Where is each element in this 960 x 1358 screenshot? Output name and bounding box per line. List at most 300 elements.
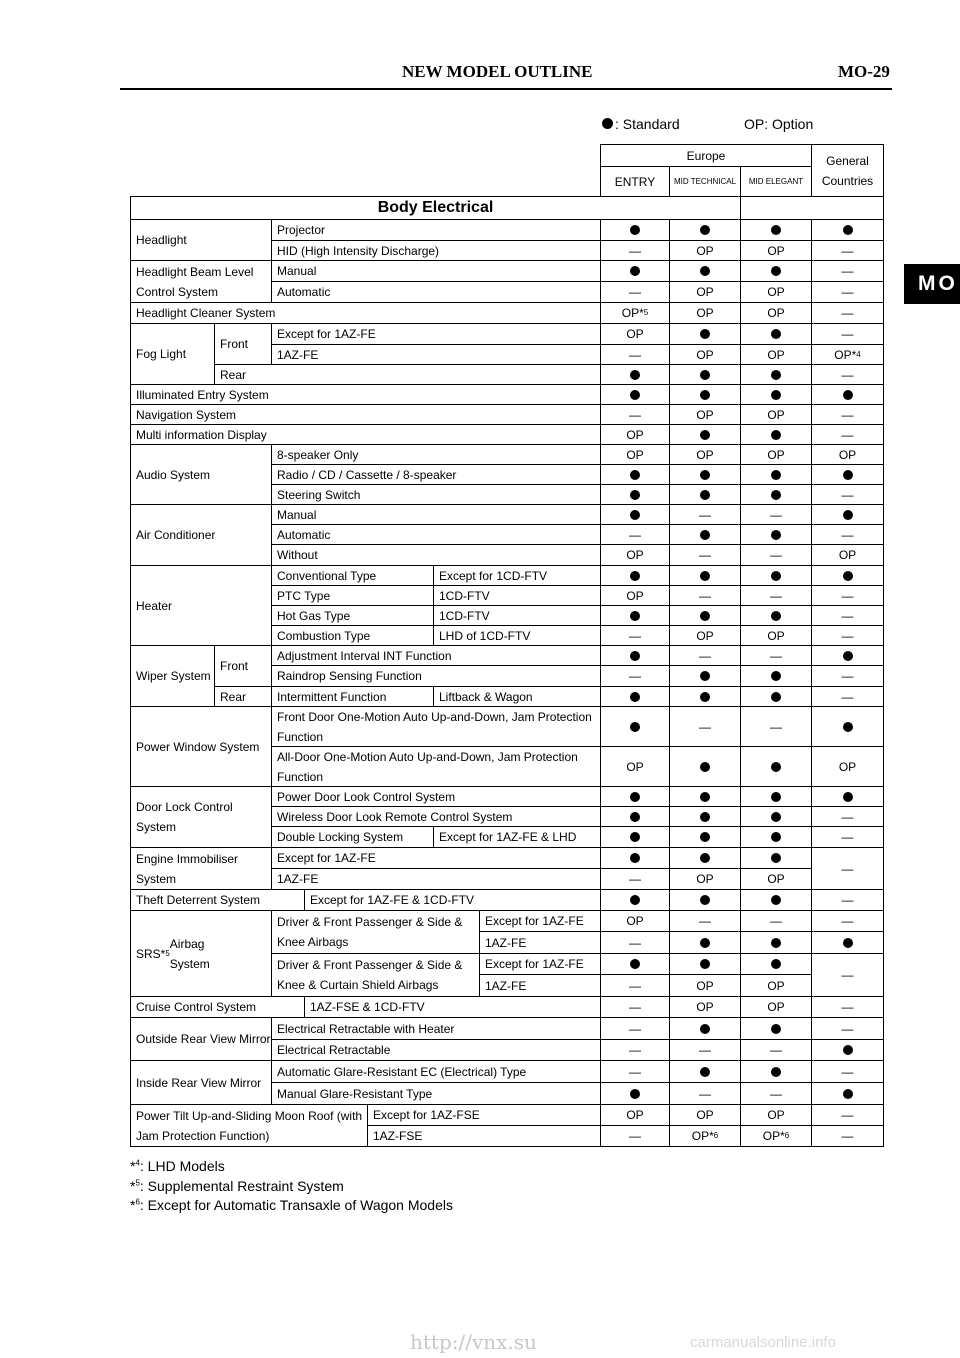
ac-without-col4: OP [811,544,884,566]
standard-dot-icon [700,370,710,380]
col-header-mid-elegant: MID ELEGANT [740,166,812,197]
immob-1azfe-col2: OP [669,868,741,890]
col-header-entry: ENTRY [600,166,670,197]
row-immobiliser: Engine Immobiliser System [130,847,272,890]
moon-azfse-col4: — [811,1125,884,1147]
sub-fog-rear: Rear [214,364,601,385]
fog-front-1azfe-col2: OP [669,344,741,365]
fog-front-except-col4: — [811,323,884,345]
standard-dot-icon [630,832,640,842]
standard-dot-icon [700,611,710,621]
standard-dot-icon [771,571,781,581]
standard-dot-icon [771,762,781,772]
sub-moon-except: Except for 1AZ-FSE [367,1104,601,1126]
headlight-cleaner-col1: OP* 5 [600,302,670,324]
pw-front-col2: — [669,706,741,747]
sub-moon-azfse: 1AZ-FSE [367,1125,601,1147]
wiper-rear-col2 [669,686,741,707]
standard-dot-icon [843,470,853,480]
illuminated-entry-col1 [600,384,670,405]
immob-general: — [811,847,884,890]
ac-without-col3: — [740,544,812,566]
beam-manual-col3 [740,260,812,282]
fog-front-1azfe-col4: OP* 4 [811,344,884,365]
standard-dot-icon [843,390,853,400]
section-tab[interactable]: MO [904,264,960,304]
footnote-6: *$^6$: Except for Automatic Transaxle of Wagon Models [130,1197,453,1213]
beam-automatic-col4: — [811,281,884,303]
sub-door-double-except: Except for 1AZ-FE & LHD [433,826,601,848]
wiper-adj-col3: — [740,645,812,666]
standard-dot-icon [771,390,781,400]
beam-automatic-col1: — [600,281,670,303]
heater-ptc-col2: — [669,585,741,606]
standard-dot-icon [771,959,781,969]
row-audio: Audio System [130,444,272,505]
sub-door-wireless: Wireless Door Look Remote Control System [271,806,601,827]
standard-dot-icon [771,611,781,621]
inside-mirror-manual-col2: — [669,1082,741,1105]
standard-dot-icon [771,490,781,500]
standard-dot-icon [771,530,781,540]
standard-dot-icon [700,938,710,948]
wiper-adj-col1 [600,645,670,666]
inside-mirror-auto-col4: — [811,1060,884,1083]
sub-mirror-retract: Electrical Retractable [271,1039,601,1061]
standard-dot-icon [843,938,853,948]
beam-automatic-col3: OP [740,281,812,303]
standard-dot-icon [771,266,781,276]
wiper-adj-col2: — [669,645,741,666]
moon-azfse-col2: OP* 6 [669,1125,741,1147]
col-header-general: General Countries [811,144,884,197]
standard-dot-icon [700,329,710,339]
srs-knee-1azfe-col3 [740,931,812,954]
multi-info-col2 [669,424,741,445]
ac-manual-col1 [600,504,670,525]
srs-knee-1azfe-col1: — [600,931,670,954]
ac-manual-col2: — [669,504,741,525]
header-rule [120,88,892,90]
ac-manual-col4 [811,504,884,525]
fog-front-except-col2 [669,323,741,345]
navigation-col2: OP [669,404,741,425]
standard-dot-icon [630,895,640,905]
sub-heater-hotgas: Hot Gas Type [271,605,434,626]
heater-hotgas-col2 [669,605,741,626]
heater-ptc-col3: — [740,585,812,606]
standard-dot-icon [843,1089,853,1099]
row-heater: Heater [130,565,272,646]
outside-mirror-heater-col1: — [600,1017,670,1040]
standard-dot-icon [771,938,781,948]
door-power-col2 [669,786,741,807]
standard-dot-icon [630,266,640,276]
fog-rear-col1 [600,364,670,385]
standard-dot-icon [630,390,640,400]
standard-dot-icon [630,611,640,621]
audio-8speaker-col1: OP [600,444,670,465]
srs-curtain-general: — [811,953,884,997]
sub-srs-curtain-1azfe: 1AZ-FE [479,974,601,997]
sub-projector: Projector [271,219,601,241]
row-outside-mirror: Outside Rear View Mirror [130,1017,272,1061]
fog-front-except-col1: OP [600,323,670,345]
sub-heater-combustion: Combustion Type [271,625,434,646]
standard-dot-icon [771,1067,781,1077]
standard-dot-icon [700,959,710,969]
watermark-site[interactable]: http://vnx.su [410,1330,537,1354]
standard-dot-icon [630,470,640,480]
door-double-col3 [740,826,812,848]
footnote-4: *$^4$: LHD Models [130,1158,225,1174]
standard-dot-icon [771,329,781,339]
sub-inside-auto: Automatic Glare-Resistant EC (Electrical) Type [271,1060,601,1083]
srs-knee-except-col4: — [811,910,884,932]
immob-1azfe-col1: — [600,868,670,890]
standard-dot-icon [630,959,640,969]
illuminated-entry-col3 [740,384,812,405]
row-fog-light: Fog Light [130,323,215,385]
standard-dot-icon [771,853,781,863]
fog-front-except-col3 [740,323,812,345]
sub-heater-conventional: Conventional Type [271,565,434,586]
sub-srs-knee-1azfe: 1AZ-FE [479,931,601,954]
standard-dot-icon [700,853,710,863]
immob-except-col2 [669,847,741,869]
section-title: Body Electrical [130,196,741,220]
pw-front-col1 [600,706,670,747]
beam-manual-col2 [669,260,741,282]
audio-8speaker-col2: OP [669,444,741,465]
heater-conventional-col2 [669,565,741,586]
standard-dot-icon [630,812,640,822]
sub-audio-steering: Steering Switch [271,484,601,505]
fog-rear-col2 [669,364,741,385]
sub-mirror-heater: Electrical Retractable with Heater [271,1017,601,1040]
sub-wiper-adj: Adjustment Interval INT Function [271,645,601,666]
immob-1azfe-col3: OP [740,868,812,890]
sub-fog-1azfe: 1AZ-FE [271,344,601,365]
standard-dot-icon [700,530,710,540]
row-wiper: Wiper System [130,645,215,707]
standard-dot-icon [771,792,781,802]
standard-dot-icon [843,722,853,732]
sub-door-double: Double Locking System [271,826,434,848]
standard-dot-icon [700,671,710,681]
theft-col4: — [811,889,884,911]
standard-dot-icon [700,792,710,802]
outside-mirror-heater-col2 [669,1017,741,1040]
row-door-lock: Door Lock Control System [130,786,272,848]
row-power-window: Power Window System [130,706,272,787]
row-cruise: Cruise Control System [130,996,305,1018]
heater-hotgas-col3 [740,605,812,626]
sub-srs-curtain: Driver & Front Passenger & Side & Knee & Curtain Shield Airbags [271,953,480,997]
footnote-5: *$^5$: Supplemental Restraint System [130,1178,344,1194]
standard-dot-icon [700,225,710,235]
legend-option: OP: Option [744,116,814,132]
door-double-col1 [600,826,670,848]
standard-dot-icon [630,370,640,380]
standard-dot-icon [843,1045,853,1055]
moon-azfse-col1: — [600,1125,670,1147]
cruise-col2: OP [669,996,741,1018]
row-navigation: Navigation System [130,404,601,425]
row-moon-roof: Power Tilt Up-and-Sliding Moon Roof (with Jam Protection Function) [130,1104,368,1147]
standard-dot-icon [700,692,710,702]
standard-dot-icon [700,571,710,581]
inside-mirror-manual-col1 [600,1082,670,1105]
sub-wiper-liftback: Liftback & Wagon [433,686,601,707]
audio-8speaker-col3: OP [740,444,812,465]
headlight-projector-col3 [740,219,812,241]
inside-mirror-manual-col4 [811,1082,884,1105]
standard-dot-icon [630,692,640,702]
moon-except-col1: OP [600,1104,670,1126]
wiper-raindrop-col2 [669,665,741,687]
sub-heater-ptc-1cd: 1CD-FTV [433,585,601,606]
row-illuminated-entry: Illuminated Entry System [130,384,601,405]
standard-dot-icon [602,118,613,129]
moon-except-col4: — [811,1104,884,1126]
ac-without-col2: — [669,544,741,566]
heater-conventional-col4 [811,565,884,586]
standard-dot-icon [843,510,853,520]
headlight-cleaner-col4: — [811,302,884,324]
heater-combustion-col4: — [811,625,884,646]
sub-wiper-rear: Rear [214,686,272,707]
sub-door-power: Power Door Look Control System [271,786,601,807]
outside-mirror-heater-col3 [740,1017,812,1040]
door-wireless-col3 [740,806,812,827]
outside-mirror-retract-col3: — [740,1039,812,1061]
srs-curtain-1azfe-col3: OP [740,974,812,997]
row-multi-info: Multi information Display [130,424,601,445]
door-wireless-col1 [600,806,670,827]
cruise-col4: — [811,996,884,1018]
sub-ac-without: Without [271,544,601,566]
sub-srs-knee-except: Except for 1AZ-FE [479,910,601,932]
sub-beam-manual: Manual [271,260,601,282]
inside-mirror-manual-col3: — [740,1082,812,1105]
standard-dot-icon [771,430,781,440]
audio-steering-col3 [740,484,812,505]
sub-pw-all: All-Door One-Motion Auto Up-and-Down, Jam Protection Function [271,746,601,787]
sub-wiper-intermittent: Intermittent Function [271,686,434,707]
row-theft: Theft Deterrent System [130,889,305,911]
ac-automatic-col2 [669,524,741,545]
headlight-hid-col2: OP [669,240,741,261]
heater-combustion-col1: — [600,625,670,646]
row-air-conditioner: Air Conditioner [130,504,272,566]
ac-automatic-col3 [740,524,812,545]
standard-dot-icon [700,1067,710,1077]
illuminated-entry-col4 [811,384,884,405]
srs-curtain-1azfe-col2: OP [669,974,741,997]
standard-dot-icon [630,1089,640,1099]
door-double-col4: — [811,826,884,848]
standard-dot-icon [700,895,710,905]
navigation-col4: — [811,404,884,425]
door-power-col1 [600,786,670,807]
sub-ac-automatic: Automatic [271,524,601,545]
heater-hotgas-col1 [600,605,670,626]
audio-radio-col4 [811,464,884,485]
wiper-rear-col3 [740,686,812,707]
headlight-cleaner-col3: OP [740,302,812,324]
door-power-col4 [811,786,884,807]
row-headlight: Headlight [130,219,272,261]
sub-ac-manual: Manual [271,504,601,525]
sub-inside-manual: Manual Glare-Resistant Type [271,1082,601,1105]
navigation-col1: — [600,404,670,425]
audio-steering-col2 [669,484,741,505]
sub-srs-knee: Driver & Front Passenger & Side & Knee Airbags [271,910,480,954]
outside-mirror-heater-col4: — [811,1017,884,1040]
standard-dot-icon [630,792,640,802]
multi-info-col1: OP [600,424,670,445]
standard-dot-icon [843,225,853,235]
heater-conventional-col3 [740,565,812,586]
standard-dot-icon [700,762,710,772]
sub-fog-except: Except for 1AZ-FE [271,323,601,345]
pw-all-col1: OP [600,746,670,787]
door-wireless-col2 [669,806,741,827]
cruise-col3: OP [740,996,812,1018]
page-title: NEW MODEL OUTLINE [402,62,593,81]
standard-dot-icon [630,722,640,732]
srs-curtain-except-col3 [740,953,812,975]
wiper-raindrop-col1: — [600,665,670,687]
row-inside-mirror: Inside Rear View Mirror [130,1060,272,1105]
inside-mirror-auto-col1: — [600,1060,670,1083]
standard-dot-icon [700,812,710,822]
standard-dot-icon [771,812,781,822]
standard-dot-icon [700,266,710,276]
heater-ptc-col1: OP [600,585,670,606]
audio-steering-col1 [600,484,670,505]
pw-all-col3 [740,746,812,787]
watermark-brand[interactable]: carmanualsonline.info [690,1334,836,1351]
standard-dot-icon [843,792,853,802]
theft-col1 [600,889,670,911]
theft-col2 [669,889,741,911]
standard-dot-icon [843,651,853,661]
wiper-rear-col1 [600,686,670,707]
standard-dot-icon [630,225,640,235]
headlight-hid-col4: — [811,240,884,261]
srs-curtain-except-col1 [600,953,670,975]
pw-front-col3: — [740,706,812,747]
sub-heater-hotgas-1cd: 1CD-FTV [433,605,601,626]
headlight-projector-col2 [669,219,741,241]
audio-steering-col4: — [811,484,884,505]
inside-mirror-auto-col3 [740,1060,812,1083]
headlight-projector-col4 [811,219,884,241]
sub-immob-1azfe: 1AZ-FE [271,868,601,890]
standard-dot-icon [843,571,853,581]
theft-col3 [740,889,812,911]
standard-dot-icon [771,225,781,235]
wiper-raindrop-col4: — [811,665,884,687]
standard-dot-icon [700,470,710,480]
navigation-col3: OP [740,404,812,425]
standard-dot-icon [771,470,781,480]
heater-combustion-col2: OP [669,625,741,646]
beam-automatic-col2: OP [669,281,741,303]
sub-fog-front: Front [214,323,272,365]
standard-dot-icon [700,832,710,842]
audio-8speaker-col4: OP [811,444,884,465]
row-srs: SRS* 5 Airbag System [130,910,272,997]
wiper-raindrop-col3 [740,665,812,687]
srs-knee-except-col1: OP [600,910,670,932]
ac-automatic-col4: — [811,524,884,545]
sub-beam-automatic: Automatic [271,281,601,303]
fog-rear-col4: — [811,364,884,385]
beam-manual-col4: — [811,260,884,282]
headlight-hid-col3: OP [740,240,812,261]
col-header-europe: Europe [600,144,812,167]
pw-all-col4: OP [811,746,884,787]
headlight-cleaner-col2: OP [669,302,741,324]
multi-info-col4: — [811,424,884,445]
standard-dot-icon [771,671,781,681]
fog-front-1azfe-col1: — [600,344,670,365]
outside-mirror-retract-col4 [811,1039,884,1061]
moon-except-col2: OP [669,1104,741,1126]
fog-front-1azfe-col3: OP [740,344,812,365]
beam-manual-col1 [600,260,670,282]
sub-audio-radio: Radio / CD / Cassette / 8-speaker [271,464,601,485]
row-headlight-cleaner: Headlight Cleaner System [130,302,601,324]
ac-manual-col3: — [740,504,812,525]
sub-hid: HID (High Intensity Discharge) [271,240,601,261]
standard-dot-icon [700,430,710,440]
sub-srs-curtain-except: Except for 1AZ-FE [479,953,601,975]
standard-dot-icon [771,1024,781,1034]
standard-dot-icon [771,832,781,842]
standard-dot-icon [630,651,640,661]
standard-dot-icon [630,490,640,500]
col-header-mid-technical: MID TECHNICAL [669,166,741,197]
multi-info-col3 [740,424,812,445]
srs-knee-except-col3: — [740,910,812,932]
outside-mirror-retract-col2: — [669,1039,741,1061]
fog-rear-col3 [740,364,812,385]
headlight-projector-col1 [600,219,670,241]
row-headlight-beam: Headlight Beam Level Control System [130,260,272,303]
sub-heater-ptc: PTC Type [271,585,434,606]
sub-heater-except-1cd: Except for 1CD-FTV [433,565,601,586]
sub-wiper-front: Front [214,645,272,687]
srs-knee-1azfe-col2 [669,931,741,954]
standard-dot-icon [700,390,710,400]
heater-ptc-col4: — [811,585,884,606]
moon-except-col3: OP [740,1104,812,1126]
wiper-rear-col4: — [811,686,884,707]
cruise-col1: — [600,996,670,1018]
headlight-hid-col1: — [600,240,670,261]
standard-dot-icon [771,370,781,380]
pw-all-col2 [669,746,741,787]
standard-dot-icon [700,1024,710,1034]
srs-knee-1azfe-col4 [811,931,884,954]
section-title-blank [740,196,884,220]
door-power-col3 [740,786,812,807]
standard-dot-icon [700,490,710,500]
